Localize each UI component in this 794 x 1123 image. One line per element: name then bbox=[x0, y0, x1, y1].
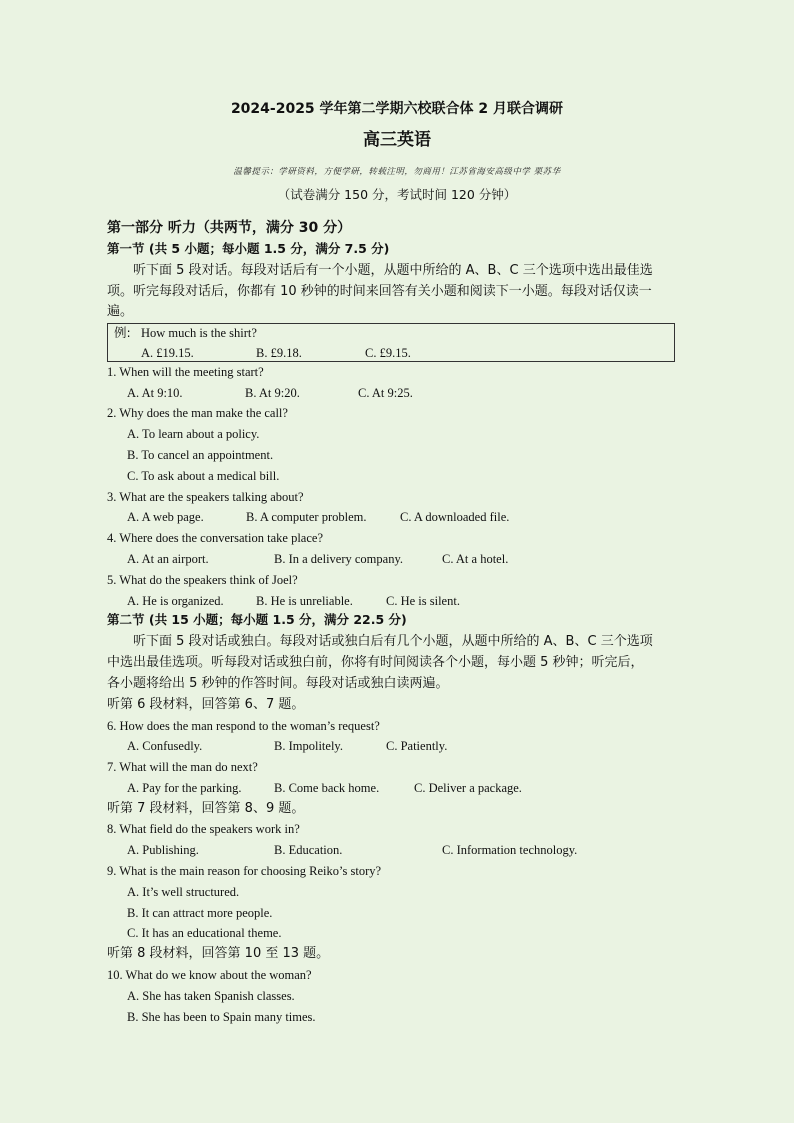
question-2: 2. Why does the man make the call? bbox=[107, 406, 288, 420]
material-8-note: 听第 8 段材料，回答第 10 至 13 题。 bbox=[107, 946, 330, 961]
q6-option-a: A. Confusedly. bbox=[127, 739, 203, 753]
q10-option-b: B. She has been to Spain many times. bbox=[127, 1010, 316, 1024]
q7-option-b: B. Come back home. bbox=[274, 781, 380, 795]
section2-instruction-line1: 听下面 5 段对话或独白。每段对话或独白后有几个小题，从题中所给的 A、B、C 三个选项 bbox=[133, 634, 653, 649]
q2-option-b: B. To cancel an appointment. bbox=[127, 448, 274, 462]
section2-instruction-line2: 中选出最佳选项。听每段对话或独白前，你将有时间阅读各个小题，每小题 5 秒钟；听完后， bbox=[107, 655, 644, 670]
q3-option-c: C. A downloaded file. bbox=[400, 510, 510, 524]
example-question: How much is the shirt? bbox=[141, 326, 257, 340]
q9-option-c: C. It has an educational theme. bbox=[127, 926, 282, 940]
section1-instruction-line3: 遍。 bbox=[107, 304, 134, 319]
q7-option-a: A. Pay for the parking. bbox=[127, 781, 242, 795]
q9-option-b: B. It can attract more people. bbox=[127, 906, 273, 920]
section2-instruction-line3: 各小题将给出 5 秒钟的作答时间。每段对话或独白读两遍。 bbox=[107, 676, 449, 691]
q1-option-b: B. At 9:20. bbox=[245, 386, 300, 400]
question-7: 7. What will the man do next? bbox=[107, 760, 258, 774]
question-8: 8. What field do the speakers work in? bbox=[107, 822, 300, 836]
score-time-note: （试卷满分 150 分，考试时间 120 分钟） bbox=[277, 187, 517, 202]
subject-title: 高三英语 bbox=[363, 130, 431, 150]
material-6-note: 听第 6 段材料，回答第 6、7 题。 bbox=[107, 697, 305, 712]
question-5: 5. What do the speakers think of Joel? bbox=[107, 573, 298, 587]
notice-tip: 温馨提示：学研资料，方便学研，转载注明，勿商用！江苏省海安高级中学 栗苏华 bbox=[233, 167, 561, 177]
q5-option-b: B. He is unreliable. bbox=[256, 594, 353, 608]
q2-option-a: A. To learn about a policy. bbox=[127, 427, 260, 441]
q1-option-a: A. At 9:10. bbox=[127, 386, 183, 400]
q5-option-c: C. He is silent. bbox=[386, 594, 460, 608]
section1-instruction-line1: 听下面 5 段对话。每段对话后有一个小题，从题中所给的 A、B、C 三个选项中选出最佳选 bbox=[133, 263, 653, 278]
q4-option-a: A. At an airport. bbox=[127, 552, 209, 566]
section1-heading: 第一节 (共 5 小题；每小题 1.5 分，满分 7.5 分) bbox=[107, 241, 390, 256]
q4-option-b: B. In a delivery company. bbox=[274, 552, 404, 566]
q8-option-a: A. Publishing. bbox=[127, 843, 199, 857]
question-10: 10. What do we know about the woman? bbox=[107, 968, 312, 982]
question-1: 1. When will the meeting start? bbox=[107, 365, 264, 379]
q2-option-c: C. To ask about a medical bill. bbox=[127, 469, 280, 483]
q3-option-b: B. A computer problem. bbox=[246, 510, 367, 524]
q10-option-a: A. She has taken Spanish classes. bbox=[127, 989, 295, 1003]
q4-option-c: C. At a hotel. bbox=[442, 552, 509, 566]
q9-option-a: A. It’s well structured. bbox=[127, 885, 240, 899]
q8-option-c: C. Information technology. bbox=[442, 843, 578, 857]
example-option-a: A. £19.15. bbox=[141, 346, 194, 360]
material-7-note: 听第 7 段材料，回答第 8、9 题。 bbox=[107, 801, 305, 816]
q6-option-b: B. Impolitely. bbox=[274, 739, 343, 753]
q7-option-c: C. Deliver a package. bbox=[414, 781, 522, 795]
q5-option-a: A. He is organized. bbox=[127, 594, 224, 608]
q3-option-a: A. A web page. bbox=[127, 510, 204, 524]
q8-option-b: B. Education. bbox=[274, 843, 343, 857]
part1-heading: 第一部分 听力（共两节，满分 30 分） bbox=[107, 220, 352, 236]
section2-heading: 第二节 (共 15 小题；每小题 1.5 分，满分 22.5 分) bbox=[107, 612, 407, 627]
example-option-b: B. £9.18. bbox=[256, 346, 302, 360]
q1-option-c: C. At 9:25. bbox=[358, 386, 413, 400]
example-label: 例: bbox=[114, 325, 131, 340]
example-option-c: C. £9.15. bbox=[365, 346, 411, 360]
exam-title: 2024-2025 学年第二学期六校联合体 2 月联合调研 bbox=[230, 101, 564, 117]
question-9: 9. What is the main reason for choosing Reiko’s story? bbox=[107, 864, 382, 878]
question-4: 4. Where does the conversation take place? bbox=[107, 531, 323, 545]
q6-option-c: C. Patiently. bbox=[386, 739, 448, 753]
question-3: 3. What are the speakers talking about? bbox=[107, 490, 304, 504]
section1-instruction-line2: 项。听完每段对话后，你都有 10 秒钟的时间来回答有关小题和阅读下一小题。每段对话仅读一 bbox=[107, 284, 652, 299]
question-6: 6. How does the man respond to the woman’s request? bbox=[107, 719, 380, 733]
